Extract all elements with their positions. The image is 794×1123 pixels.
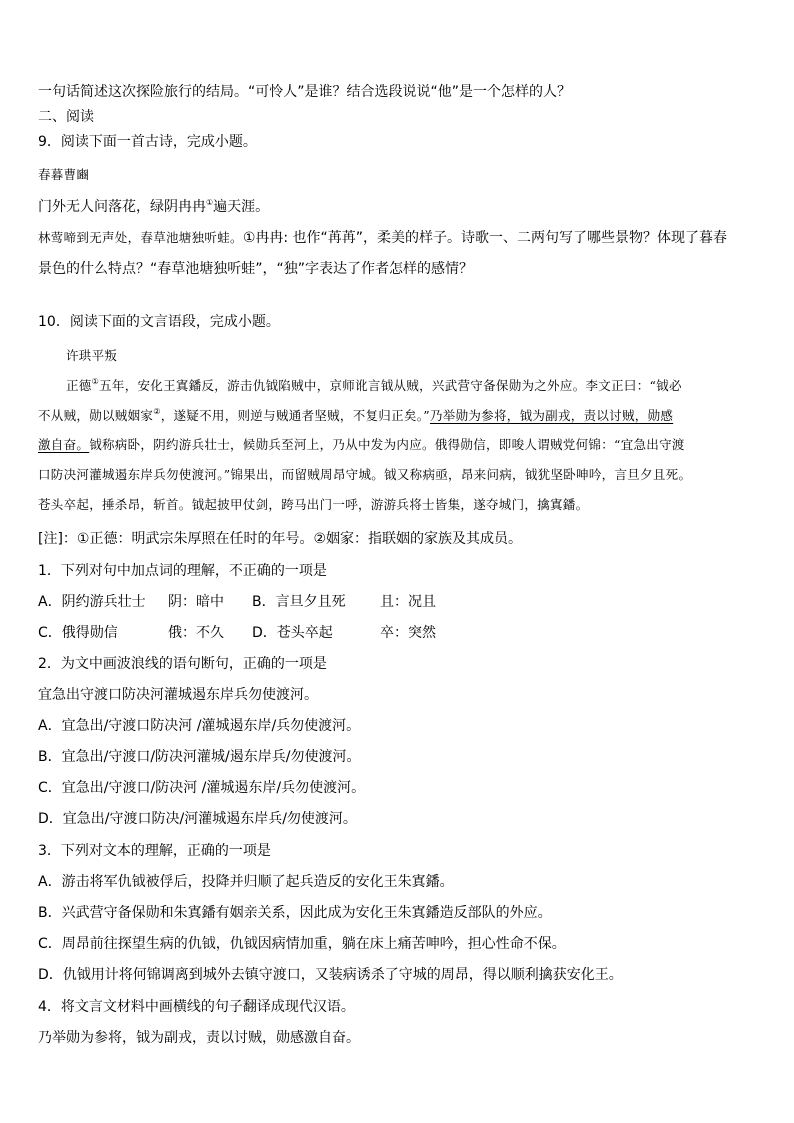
passage-text: 不从贼，勋以贼姻家 (38, 408, 154, 423)
passage-line-1 (66, 377, 764, 395)
question-2-sentence: 宜急出守渡口防决河灌城遏东岸兵勿使渡河。 (38, 687, 318, 703)
passage-text: ” (423, 408, 430, 423)
option-2c: C．宜急出/守渡口/防决河 /灌城遏东岸/兵勿使渡河。 (38, 780, 366, 796)
passage-line-5: 苍头卒起，捶杀昂，斩首。钺起披甲仗剑，跨马出门一呼，游游兵将士皆集，遂夺城门，擒寘鐇。 (38, 497, 589, 512)
poem-line-1-end: 遍天涯。 (213, 199, 270, 215)
question-2-prompt: 2．为文中画波浪线的语句断句，正确的一项是 (38, 656, 327, 672)
footnote-marker: ① (206, 198, 214, 207)
question-3-prompt: 3．下列对文本的理解，正确的一项是 (38, 843, 271, 859)
passage-text: 五年，安化王寘鐇反，游击仇钺陷贼中，京师讹言钺从贼，兴武营守备保勋为之外应。李文正曰：“钺必 (99, 378, 682, 393)
footnote-marker: ① (91, 377, 100, 386)
question-1-prompt: 1．下列对句中加点词的理解，不正确的一项是 (38, 563, 327, 579)
passage-line-2 (38, 407, 764, 425)
underlined-sentence: 激自奋。 (38, 437, 90, 452)
underlined-sentence: 乃举勋为参将，钺为副戎，责以讨贼，勋感 (429, 408, 674, 423)
poem-line-1-text: 门外无人问落花，绿阴冉冉 (38, 199, 206, 215)
option-1d-gloss: 卒：突然 (380, 625, 436, 641)
option-3b: B．兴武营守备保勋和朱寘鐇有姻亲关系，因此成为安化王朱寘鐇造反部队的外应。 (38, 905, 552, 921)
question-9-prompt: 9．阅读下面一首古诗，完成小题。 (38, 134, 257, 150)
question-4-sentence: 乃举勋为参将，钺为副戎，责以讨贼，勋感激自奋。 (38, 1030, 360, 1046)
passage-line-4: 口防决河灌城遏东岸兵勿使渡河。”锦果出，而留贼周昂守城。钺又称病亟，昂来问病，钺犹坚卧呻吟，言旦夕且死。 (38, 467, 692, 482)
option-2d: D．宜急出/守渡口防决/河灌城遏东岸兵/勿使渡河。 (38, 811, 357, 827)
passage-notes: [注]：①正德：明武宗朱厚照在任时的年号。②姻家：指联姻的家族及其成员。 (38, 531, 523, 547)
option-1b-gloss: 且：况且 (380, 594, 436, 610)
option-1a-gloss: 阴：暗中 (168, 594, 224, 610)
option-1a: A．阴约游兵壮士 (38, 594, 146, 610)
question-10-prompt: 10．阅读下面的文言语段，完成小题。 (38, 314, 280, 330)
poem-title: 春暮曹豳 (38, 167, 90, 182)
option-1b: B．言旦夕且死 (252, 594, 346, 610)
passage-title: 许珙平叛 (66, 348, 118, 363)
option-1d: D．苍头卒起 (252, 625, 333, 641)
footnote-marker: ② (153, 407, 161, 416)
question-4-prompt: 4．将文言文材料中画横线的句子翻译成现代汉语。 (38, 999, 355, 1015)
option-3a: A．游击将军仇钺被俘后，投降并归顺了起兵造反的安化王朱寘鐇。 (38, 874, 454, 890)
poem-line-2-and-question (38, 229, 764, 247)
option-3d: D．仇钺用计将何锦调离到城外去镇守渡口，又装病诱杀了守城的周昂，得以顺利擒获安化王。 (38, 967, 623, 983)
passage-text: 遂疑不用，则逆与贼通者坚贼，不复归正矣。 (173, 408, 424, 423)
option-3c: C．周昂前往探望生病的仇钺，仇钺因病情加重，躺在床上痛苦呻吟，担心性命不保。 (38, 936, 566, 952)
previous-question-text: 一句话简述这次探险旅行的结局。“可怜人”是谁？结合选段说说“他”是一个怎样的人？ (38, 84, 572, 100)
option-1c: C．俄得勋信 (38, 625, 118, 641)
passage-text: ， (160, 408, 174, 423)
passage-text: 钺称病卧，阴约游兵壮士，候勋兵至河上，乃从中发为内应。俄得勋信，即唆人谓贼党何锦：“宜急出守渡 (89, 437, 685, 452)
option-2a: A．宜急出/守渡口防决河 /灌城遏东岸/兵勿使渡河。 (38, 718, 361, 734)
poem-line-1 (38, 198, 764, 216)
passage-text: 正德 (66, 378, 92, 393)
passage-line-3 (38, 436, 764, 454)
poem-note-and-question: ①冉冉: 也作“苒苒”，柔美的样子。诗歌一、二两句写了哪些景物？体现了暮春 (242, 230, 728, 246)
section-heading-reading: 二、阅读 (38, 109, 94, 125)
option-2b: B．宜急出/守渡口/防决河灌城/遏东岸兵/勿使渡河。 (38, 749, 361, 765)
poem-line-2: 林莺啼到无声处，春草池塘独听蛙。 (38, 230, 243, 245)
option-1c-gloss: 俄：不久 (168, 625, 224, 641)
poem-question-continued: 景色的什么特点？“春草池塘独听蛙”，“独”字表达了作者怎样的感情？ (38, 261, 474, 277)
